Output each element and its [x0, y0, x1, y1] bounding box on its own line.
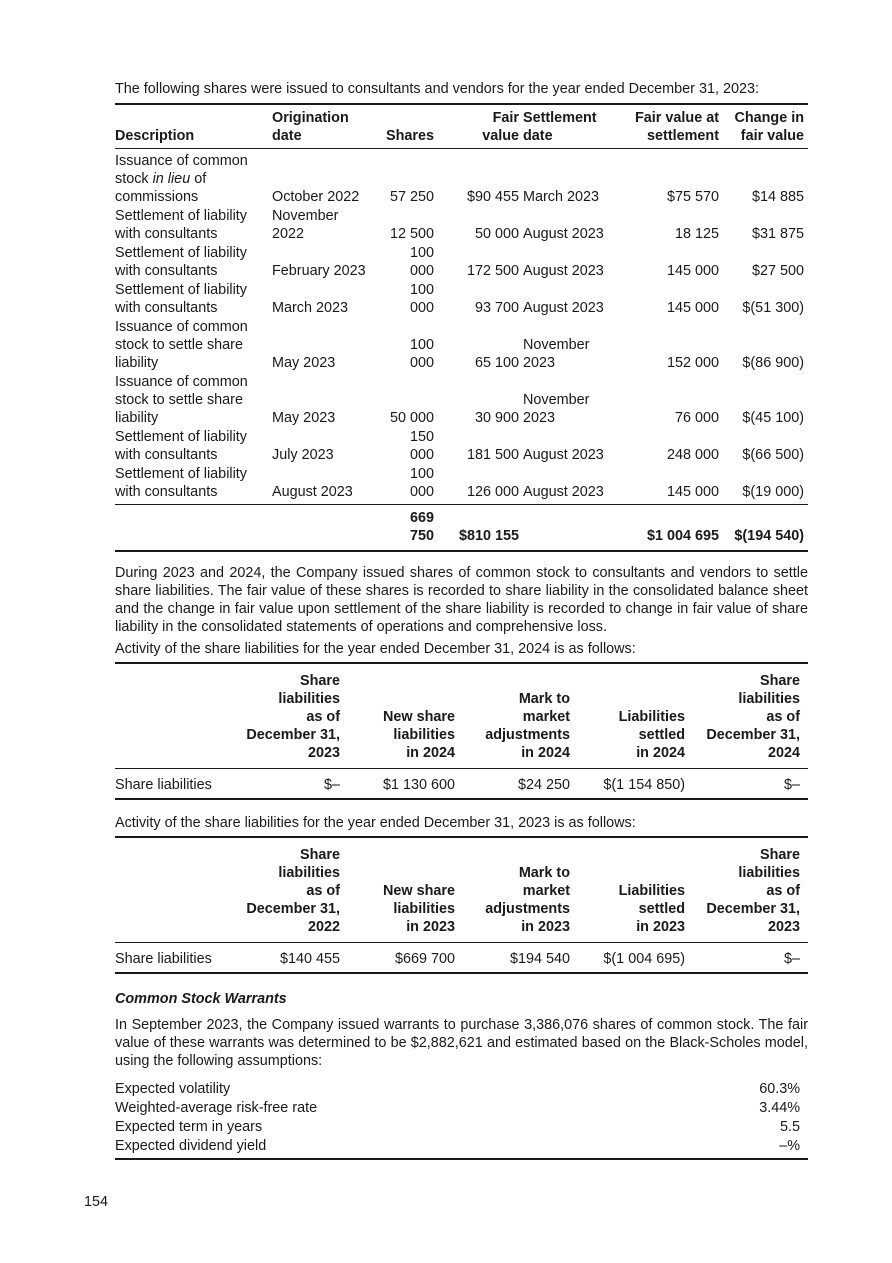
row-value-1: $669 700: [394, 951, 455, 967]
assumption-value: 3.44%: [759, 1100, 800, 1116]
table-row: [115, 465, 808, 505]
cell-settlement-date: November 2023: [523, 337, 590, 371]
total-fair-value: $810 155: [434, 505, 523, 552]
assumption-label: Expected volatility: [115, 1081, 231, 1097]
assumption-value: –%: [779, 1138, 800, 1154]
cell-change-in-fair-value: $(86 900): [742, 355, 804, 371]
activity-2023-header-row: [115, 837, 808, 943]
cell-fair-value: 172 500: [466, 263, 519, 279]
cell-description: Settlement of liability with consultants: [115, 282, 247, 316]
header-description: Description: [115, 104, 272, 149]
cell-description: Settlement of liability with consultants: [115, 245, 247, 279]
cell-settlement-date: August 2023: [523, 447, 604, 463]
cell-change-in-fair-value: $27 500: [751, 263, 804, 279]
cell-fair-value: $90 455: [466, 189, 519, 205]
table-row: [115, 373, 808, 428]
total-fair-value-at-settlement: $1 004 695: [619, 505, 723, 552]
header-change-in-fair-value: Change in fair value: [723, 104, 808, 149]
cell-origination-date: July 2023: [272, 447, 334, 463]
activity-header-4: Share liabilities as of December 31, 2023: [693, 837, 808, 943]
cell-description: Settlement of liability with consultants: [115, 466, 247, 500]
cell-origination-date: October 2022: [272, 189, 360, 205]
cell-shares: 100 000: [409, 466, 434, 500]
cell-description: Issuance of common stock to settle share liability: [115, 374, 248, 426]
shares-issued-table: [115, 103, 808, 552]
row-label: Share liabilities: [115, 951, 212, 967]
cell-fair-value: 65 100: [474, 355, 519, 371]
cell-fair-value-at-settlement: 145 000: [666, 263, 719, 279]
page-content: [115, 80, 808, 1160]
activity-2023-intro: Activity of the share liabilities for the year ended December 31, 2023 is as follows:: [115, 815, 636, 831]
cell-fair-value: 93 700: [474, 300, 519, 316]
cell-origination-date: November 2022: [272, 208, 339, 242]
cell-fair-value: 126 000: [466, 484, 519, 500]
row-label: Share liabilities: [115, 777, 212, 793]
cell-settlement-date: August 2023: [523, 484, 604, 500]
table-row: [115, 244, 808, 281]
table-total-row: [115, 505, 808, 552]
activity-header-4: Share liabilities as of December 31, 2024: [693, 663, 808, 769]
cell-fair-value-at-settlement: 248 000: [666, 447, 719, 463]
assumption-row: [115, 1118, 808, 1137]
warrants-title: Common Stock Warrants: [115, 991, 287, 1007]
activity-header-3: Liabilities settled in 2023: [578, 837, 693, 943]
cell-change-in-fair-value: $(19 000): [742, 484, 804, 500]
cell-fair-value-at-settlement: 18 125: [674, 226, 719, 242]
header-blank: [115, 663, 240, 769]
cell-settlement-date: November 2023: [523, 392, 590, 426]
cell-shares: 57 250: [389, 189, 434, 205]
table-row: [115, 428, 808, 465]
assumption-label: Expected term in years: [115, 1119, 263, 1135]
cell-fair-value-at-settlement: 76 000: [674, 410, 719, 426]
cell-settlement-date: August 2023: [523, 263, 604, 279]
cell-shares: 100 000: [409, 337, 434, 371]
cell-change-in-fair-value: $(51 300): [742, 300, 804, 316]
activity-header-1: New share liabilities in 2023: [348, 837, 463, 943]
table-row: [115, 281, 808, 318]
cell-fair-value-at-settlement: 152 000: [666, 355, 719, 371]
table-header-row: [115, 104, 808, 149]
cell-settlement-date: March 2023: [523, 189, 599, 205]
cell-fair-value: 181 500: [466, 447, 519, 463]
row-value-0: $140 455: [279, 951, 340, 967]
share-liabilities-paragraph: During 2023 and 2024, the Company issued shares of common stock to consultants and vendors to settle share liabilities. The fair value of these shares is recorded to share liability in the consolidated balance sheet and the change in fair value upon settlement of the share liability is recorded to change in fair value of share liability in the consolidated statements of operations and comprehensive loss.: [115, 565, 808, 635]
activity-header-2: Mark to market adjustments in 2023: [463, 837, 578, 943]
cell-shares: 150 000: [409, 429, 434, 463]
header-origination-date: Origination date: [272, 104, 382, 149]
assumption-label: Expected dividend yield: [115, 1138, 267, 1154]
cell-change-in-fair-value: $(66 500): [742, 447, 804, 463]
row-value-2: $24 250: [517, 777, 570, 793]
cell-description: Issuance of common stock to settle share liability: [115, 319, 248, 371]
cell-change-in-fair-value: $(45 100): [742, 410, 804, 426]
table-row: [115, 149, 808, 208]
row-value-4: $–: [783, 951, 800, 967]
row-value-3: $(1 004 695): [603, 951, 685, 967]
row-value-2: $194 540: [509, 951, 570, 967]
activity-header-0: Share liabilities as of December 31, 2023: [240, 663, 348, 769]
cell-origination-date: August 2023: [272, 484, 353, 500]
intro-2023: The following shares were issued to consultants and vendors for the year ended December 31, 2023:: [115, 81, 759, 97]
cell-origination-date: May 2023: [272, 410, 336, 426]
cell-description: Settlement of liability with consultants: [115, 208, 247, 242]
activity-header-2: Mark to market adjustments in 2024: [463, 663, 578, 769]
cell-fair-value-at-settlement: 145 000: [666, 484, 719, 500]
header-blank: [115, 837, 240, 943]
header-settlement-date: Settlement date: [523, 104, 619, 149]
cell-shares: 12 500: [389, 226, 434, 242]
total-shares: 669 750: [382, 505, 434, 552]
assumption-row: [115, 1099, 808, 1118]
cell-shares: 100 000: [409, 282, 434, 316]
activity-header-1: New share liabilities in 2024: [348, 663, 463, 769]
header-fair-value: Fair value: [434, 104, 523, 149]
warrants-paragraph: In September 2023, the Company issued warrants to purchase 3,386,076 shares of common stock. The fair value of these warrants was determined to be $2,882,621 and estimated based on the Black-Scholes model, using the following assumptions:: [115, 1017, 808, 1069]
cell-change-in-fair-value: $31 875: [751, 226, 804, 242]
activity-header-3: Liabilities settled in 2024: [578, 663, 693, 769]
cell-description: Settlement of liability with consultants: [115, 429, 247, 463]
activity-2024-header-row: [115, 663, 808, 769]
activity-2023-table: [115, 836, 808, 974]
cell-fair-value-at-settlement: 145 000: [666, 300, 719, 316]
activity-header-0: Share liabilities as of December 31, 2022: [240, 837, 348, 943]
assumption-row: [115, 1080, 808, 1099]
cell-description: Issuance of common stock in lieu of commissions: [115, 153, 248, 205]
cell-settlement-date: August 2023: [523, 300, 604, 316]
activity-2023-row: [115, 943, 808, 974]
activity-2024-intro: Activity of the share liabilities for the year ended December 31, 2024 is as follows:: [115, 641, 636, 657]
cell-fair-value: 30 900: [474, 410, 519, 426]
cell-origination-date: February 2023: [272, 263, 366, 279]
assumption-value: 60.3%: [759, 1081, 800, 1097]
cell-origination-date: March 2023: [272, 300, 348, 316]
page-number: 154: [84, 1194, 109, 1210]
assumption-row: [115, 1137, 808, 1159]
cell-shares: 100 000: [409, 245, 434, 279]
assumptions-table: [115, 1080, 808, 1160]
row-value-0: $–: [323, 777, 340, 793]
assumption-label: Weighted-average risk-free rate: [115, 1100, 318, 1116]
header-fair-value-at-settlement: Fair value at settlement: [619, 104, 723, 149]
cell-settlement-date: August 2023: [523, 226, 604, 242]
table-row: [115, 318, 808, 373]
table-row: [115, 207, 808, 244]
cell-fair-value: 50 000: [474, 226, 519, 242]
assumption-value: 5.5: [779, 1119, 800, 1135]
total-change-in-fair-value: $(194 540): [723, 505, 808, 552]
cell-fair-value-at-settlement: $75 570: [666, 189, 719, 205]
row-value-3: $(1 154 850): [603, 777, 685, 793]
row-value-1: $1 130 600: [382, 777, 455, 793]
row-value-4: $–: [783, 777, 800, 793]
cell-shares: 50 000: [389, 410, 434, 426]
activity-2024-table: [115, 662, 808, 800]
activity-2024-row: [115, 769, 808, 800]
cell-change-in-fair-value: $14 885: [751, 189, 804, 205]
header-shares: Shares: [382, 104, 434, 149]
cell-origination-date: May 2023: [272, 355, 336, 371]
